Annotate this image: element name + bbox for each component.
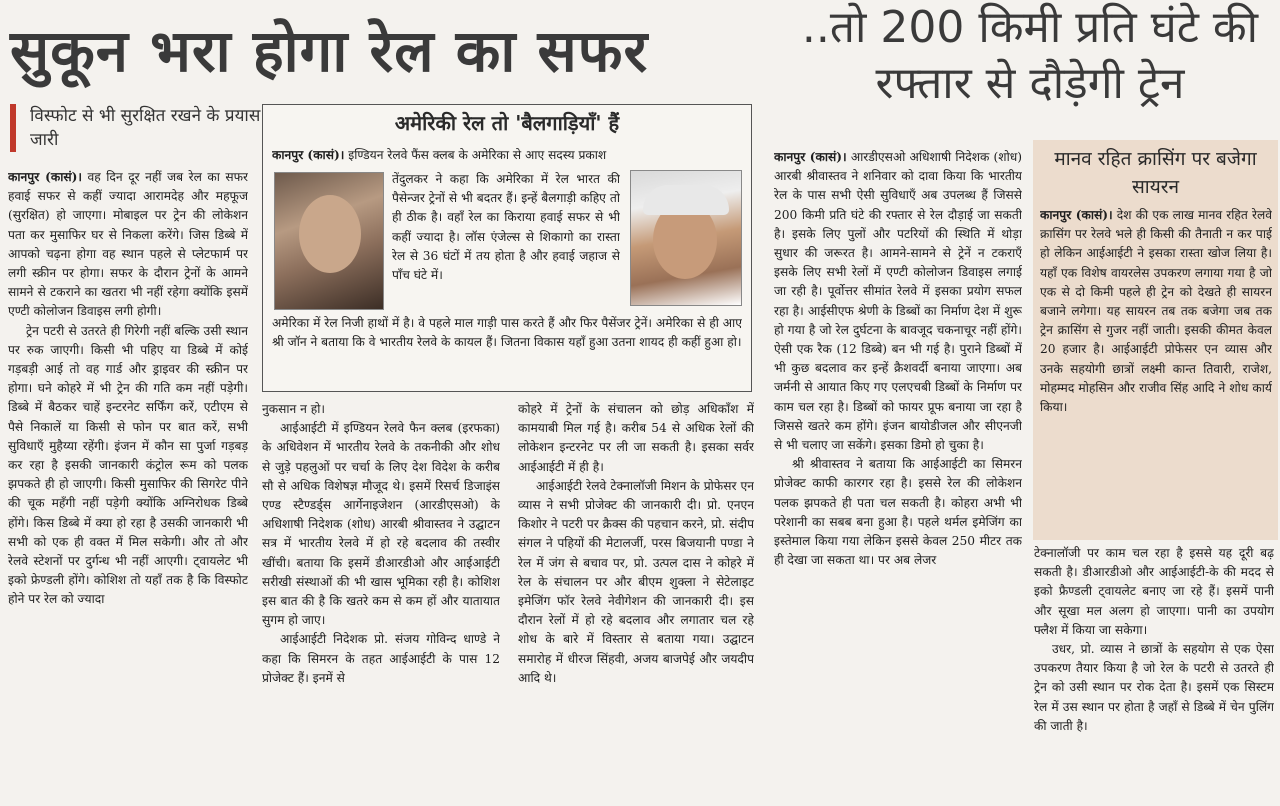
photo-portrait-left — [274, 172, 384, 310]
box-text-top: कानपुर (कासं)। इण्डियन रेलवे फैंस क्लब के अमेरिका से आए सदस्य प्रकाश — [272, 148, 607, 162]
article-column-3 — [518, 400, 754, 804]
article-column-1 — [8, 168, 248, 804]
paragraph: उधर, प्रो. व्यास ने छात्रों के सहयोग से एक ऐसा उपकरण तैयार किया है जो रेल के पटरी से उतरते ही ट्रेन को उसी स्थान पर रोक देता है। इसमें एक सिस्टम रेल में उस स्थान पर होता है जहाँ से डिब्बे में चेन पुलिंग की जाती है। — [1034, 642, 1274, 733]
paragraph: कानपुर (कासं)। आरडीएसओ अधिशाषी निदेशक (शोध) आरबी श्रीवास्तव ने शनिवार को दावा किया कि भारतीय रेल के पास सभी ऐसी सुविधाएँ अब उपलब्ध हैं जिससे 200 किमी प्रति घंटे की रफ्तार से रेल दौड़ाई जा सकती है। इसके लिए पुलों और पटरियों की स्थिति में थोड़ा सुधार की जरूरत है। आमने-सामने से ट्रेनें न टकराएँ इसके लिए सभी रेलों में एण्टी कोलोजन डिवाइस लगाई जा रही है। पूर्वोत्तर सीमांत रेलवे में इसका प्रयोग सफल रहा है। आईसीएफ श्रेणी के डिब्बों का निर्माण देश में शुरू हो गया है जो रेल दुर्घटना के बावजूद चकनाचूर नहीं होंगे। ऐसी एक रैक (12 डिब्बे) बन भी गई है। पुराने डिब्बों में भी कुछ बदलाव कर इन्हें क्रैशवर्दी बनाया जाएगा। अब जर्मनी से आयात किए गए एलएचबी डिब्बों के निर्माण पर काम चल रहा है। डिब्बों को फायर प्रूफ बनाया जा रहा है जिससे खतरे कम होंगे। इंजन बायोडीजल और सीएनजी से भी चलाए जा सकेंगे। इसका डिमो हो चुका है। — [774, 150, 1022, 453]
headline-right: ..तो 200 किमी प्रति घंटे की रफ्तार से दौड़ेगी ट्रेन — [801, 2, 1259, 109]
dateline: कानपुर (कासं)। — [8, 170, 82, 184]
paragraph: श्री श्रीवास्तव ने बताया कि आईआईटी का सिमरन प्रोजेक्ट काफी कारगर रहा है। इससे रेल की लोकेशन पलक झपकते ही पता चल सकती है। कोहरा अभी भी परेशानी का सबब बना हुआ है। पहले थर्मल इमेजिंग का इस्तेमाल किया गया लेकिन इससे केवल 250 मीटर तक ही देखा जा सकता था। पर अब लेजर — [774, 457, 1022, 568]
paragraph: टेक्नालॉजी पर काम चल रहा है इससे यह दूरी बढ़ सकती है। डीआरडीओ और आईआईटी-के की मदद से इको फ्रैण्डली ट्वायलेट बनाए जा रहे हैं। इसमें पानी और सूखा मल अलग हो जाएगा। पानी का उपयोग फ्लैश में किया जा सकेगा। — [1034, 546, 1274, 637]
dateline: कानपुर (कासं)। — [1040, 208, 1113, 222]
paragraph: आईआईटी में इण्डियन रेलवे फैन क्लब (इरफका) के अधिवेशन में भारतीय रेलवे के तकनीकी और शोध से जुड़े पहलुओं पर चर्चा के लिए देश विदेश के करीब सौ से अधिक विशेषज्ञ मौजूद थे। इसमें रिसर्च डिजाइंस एण्ड स्टैण्डर्ड्स आर्गेनाइजेशन (आरडीएसओ) के अधिशाषी निदेशक (शोध) आरबी श्रीवास्तव ने उद्घाटन सत्र में भारतीय रेलवे में हो रहे बदलाव की तस्वीर खींची। बताया कि इसमें डीआरडीओ और आईआईटी सरीखी संस्थाओं की भी खास भूमिका रही है। कोशिश इस बात की है कि खतरे कम से कम हों और यातायात सुगम हो जाए। — [262, 421, 500, 628]
box-text-bottom: अमेरिका में रेल निजी हाथों में है। वे पहले माल गाड़ी पास करते हैं और फिर पैसेंजर ट्रेनें। अमेरिका से ही आए श्री जॉन ने बताया कि वे भारतीय रेलवे के कायल हैं। जितना विकास यहाँ हुआ उतना शायद ही कहीं हुआ हो। — [272, 316, 742, 350]
photo-portrait-right — [630, 170, 742, 306]
box-text-middle: तेंदुलकर ने कहा कि अमेरिका में रेल भारत की पैसेन्जर ट्रेनों से भी बदतर हैं। इन्हें बैलगाड़ी कहिए तो ही ठीक है। वहाँ रेल का किराया हवाई सफर से भी कहीं ज्यादा है। लॉस एंजेल्स से शिकागो का रास्ता रेल से 36 घंटों में तय होता है और हवाई जहाज से पाँच घंटे में। — [392, 172, 620, 283]
dateline: कानपुर (कासं)। — [774, 150, 847, 164]
article-column-2 — [262, 400, 500, 804]
box-title-siren: मानव रहित क्रासिंग पर बजेगा सायरन — [1054, 148, 1257, 198]
headline-left: सुकून भरा होगा रेल का सफर — [10, 17, 649, 85]
paragraph: आईआईटी रेलवे टेक्नालॉजी मिशन के प्रोफेसर एन व्यास ने सभी प्रोजेक्ट की जानकारी दी। प्रो. एनएन किशोर ने पटरी पर क्रैक्स की पहचान करने, प्रो. संदीप संगल ने पहियों की मेटालर्जी, परस बिजयानी पण्डा ने रेल में जंग से बचाव पर, प्रो. उत्पल दास ने कोहरे में रेल के संचालन पर और बीएम शुक्ला ने सेटेलाइट इमेजिंग फॉर रेलवे नेवीगेशन की जानकारी दी। इस दौरान रेलों में हो रहे बदलाव और लगातार चल रहे शोध के बारे में विस्तार से बताया गया। उद्घाटन समारोह में धीरज सिंहवी, अजय बाजपेई और जयदीप आदि थे। — [518, 478, 754, 685]
paragraph: ट्रेन पटरी से उतरते ही गिरेगी नहीं बल्कि उसी स्थान पर रुक जाएगी। किसी भी पहिए या डिब्बे में कोई गड़बड़ी आई तो वह गार्ड और ड्राइवर की स्क्रीन पर होगा। घने कोहरे में भी ट्रेन की गति कम नहीं पड़ेगी। डिब्बे में बैठकर चाहें इन्टरनेट सर्फिंग करें, एटीएम से पैसे निकालें या किसी से फोन पर बात करें, सभी सुविधाएँ मुहैय्या रहेंगी। इंजन में कौन सा पुर्जा गड़बड़ कर रहा है इसकी जानकारी कंट्रोल रूम को पलक झपकते ही हो जाएगी। किसी मुसाफिर की सिगरेट पीने की चूक महँगी नहीं पड़ेगी क्योंकि अग्निरोधक डिब्बे होंगे। किस डिब्बे में क्या हो रहा है उसकी जानकारी भी सभी को एक ही वक्त में मिल सकेगी। और तो और रेलवे स्टेशनों पर दुर्गन्ध भी नहीं आएगी। ट्वायलेट भी इको फ्रेण्डली होंगे। कोशिश तो यहाँ तक है कि विस्फोट होने पर रेल को ज्यादा — [8, 323, 248, 607]
box-title: अमेरिकी रेल तो 'बैलगाड़ियाँ' हैं — [394, 111, 620, 135]
siren-box-text — [1040, 206, 1272, 536]
paragraph: नुकसान न हो। — [262, 402, 326, 416]
article-column-5 — [1034, 544, 1274, 804]
paragraph: आईआईटी निदेशक प्रो. संजय गोविन्द धाण्डे ने कहा कि सिमरन के तहत आईआईटी के पास 12 प्रोजेक्ट हैं। इनमें से — [262, 632, 500, 685]
subhead-left: विस्फोट से भी सुरक्षित रखने के प्रयास जारी — [10, 104, 275, 152]
dateline: कानपुर (कासं)। — [272, 148, 345, 162]
article-column-4 — [774, 148, 1022, 804]
paragraph: कानपुर (कासं)। देश की एक लाख मानव रहित रेलवे क्रासिंग पर रेलवे भले ही किसी की तैनाती न कर पाई हो लेकिन आईआईटी ने इसका रास्ता खोज लिया है। यहाँ एक विशेष वायरलेस उपकरण लगाया गया है जो एक से दो किमी पहले ही ट्रेन को देखते ही सायरन बजाने लगेगा। यह सायरन तब तक बजेगा जब तक ट्रेन क्रासिंग से गुजर नहीं जाती। इसकी कीमत केवल 20 हजार है। आईआईटी प्रोफेसर एन व्यास और उनके सहयोगी छात्रों लक्ष्मी कान्त तिवारी, राजेश, मोहम्मद मोहसिन और राजीव सिंह आदि ने शोध कार्य किया। — [1040, 208, 1272, 415]
paragraph: कानपुर (कासं)। वह दिन दूर नहीं जब रेल का सफर हवाई सफर से कहीं ज्यादा आरामदेह और महफूज (सुरक्षित) हो जाएगा। मोबाइल पर ट्रेन की लोकेशन पता कर मुसाफिर घर से निकला करेंगे। जिस डिब्बे में आपको चढ़ना होगा वह स्थान पहले से प्लेटफार्म पर लगी स्क्रीन पर होगा। सफर के दौरान ट्रेनों के आमने सामने से टकराने का खतरा भी नहीं रहेगा क्योंकि इसमें एण्टी कोलोजन डिवाइस लगी होगी। — [8, 170, 248, 319]
paragraph: कोहरे में ट्रेनों के संचालन को छोड़ अधिकाँश में कामयाबी मिल गई है। करीब 54 से अधिक रेलों की लोकेशन इन्टरनेट पर ली जा सकती है। इसका सर्वर आईआईटी में ही है। — [518, 402, 754, 474]
